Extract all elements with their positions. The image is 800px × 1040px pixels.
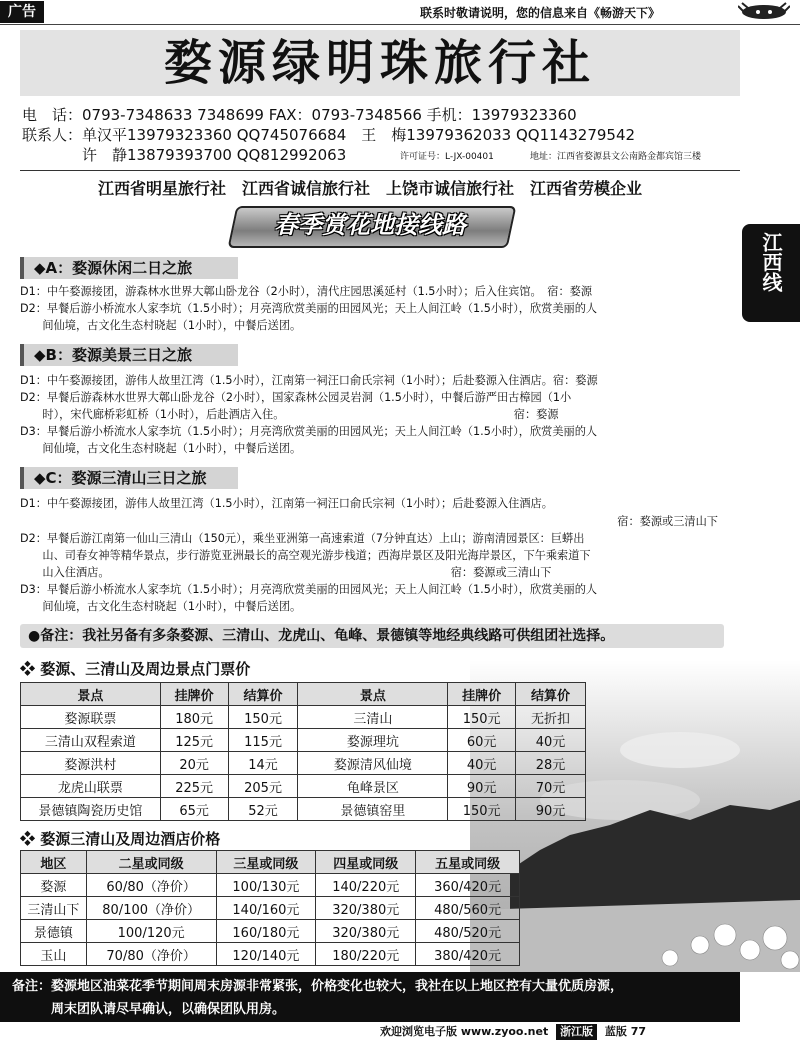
table-cell: 480/560元 xyxy=(416,897,520,920)
footer-note-line: 周末团队请尽早确认，以确保团队用房。 xyxy=(12,1002,286,1017)
table-cell: 无折扣 xyxy=(516,706,586,729)
side-tab-label: 江西线 xyxy=(759,232,783,292)
table-row xyxy=(21,706,586,729)
table-cell: 480/520元 xyxy=(416,920,520,943)
route-a-line: D2：早餐后游小桥流水人家李坑（1.5小时）；月亮湾欣赏美丽的田园风光；天上人间江岭（1.5小时），欣赏美丽的人 xyxy=(20,302,598,315)
address: 地址：江西省婺源县文公南路金都宾馆三楼 xyxy=(530,152,702,162)
license-number: 许可证号：L-JX-00401 xyxy=(400,152,494,162)
table-cell: 320/380元 xyxy=(316,897,416,920)
footer-note xyxy=(0,972,740,1022)
table-row xyxy=(21,943,520,966)
table-row xyxy=(21,897,520,920)
table-cell: 150元 xyxy=(228,706,298,729)
bullet-icon: ❖ xyxy=(20,660,41,678)
table-cell: 40元 xyxy=(516,729,586,752)
table-cell: 三清山下 xyxy=(21,897,87,920)
routes-note: ●备注：我社另备有多条婺源、三清山、龙虎山、龟峰、景德镇等地经典线路可供组团社选择。 xyxy=(20,624,724,648)
page-footer xyxy=(380,1024,646,1040)
hotels-title: 婺源三清山及周边酒店价格 xyxy=(40,830,221,848)
route-c-line: 山入住酒店。 宿：婺源或三清山下 xyxy=(20,566,552,579)
table-row xyxy=(21,874,520,897)
column-header: 景点 xyxy=(21,683,161,706)
route-c-line: 山、司春女神等精华景点，步行游览亚洲最长的高空观光游步栈道；西海岸景区及阳光海岸景区，下午乘索道下 xyxy=(20,549,591,562)
table-cell: 100/120元 xyxy=(86,920,216,943)
ad-label: 广告 xyxy=(0,1,44,23)
column-header: 景点 xyxy=(298,683,448,706)
table-cell: 龟峰景区 xyxy=(298,775,448,798)
route-b-line: D2：早餐后游森林水世界大鄣山卧龙谷（2小时），国家森林公园灵岩洞（1.5小时），中餐后游严田古樟园（1小 xyxy=(20,391,572,404)
table-cell: 14元 xyxy=(228,752,298,775)
column-header: 三星或同级 xyxy=(216,851,316,874)
table-cell: 三清山双程索道 xyxy=(21,729,161,752)
table-cell: 160/180元 xyxy=(216,920,316,943)
column-header: 结算价 xyxy=(516,683,586,706)
table-cell: 60元 xyxy=(448,729,516,752)
table-cell: 70/80（净价） xyxy=(86,943,216,966)
table-cell: 225元 xyxy=(160,775,228,798)
table-cell: 90元 xyxy=(448,775,516,798)
table-cell: 180元 xyxy=(160,706,228,729)
route-c-title: ◆C：婺源三清山三日之旅 xyxy=(20,467,238,489)
contact-phone-line: 电 话：0793-7348633 7348699 FAX：0793-7348566 手机：13979323360 xyxy=(22,106,577,124)
table-row xyxy=(21,752,586,775)
header-divider xyxy=(20,170,740,171)
table-cell: 婺源 xyxy=(21,874,87,897)
column-header: 结算价 xyxy=(228,683,298,706)
route-b-line: 时），宋代廊桥彩虹桥（1小时），后赴酒店入住。 宿：婺源 xyxy=(20,408,559,421)
table-cell: 20元 xyxy=(160,752,228,775)
table-cell: 140/160元 xyxy=(216,897,316,920)
route-c-line: D3：早餐后游小桥流水人家李坑（1.5小时）；月亮湾欣赏美丽的田园风光；天上人间江岭（1.5小时），欣赏美丽的人 xyxy=(20,583,598,596)
table-cell: 28元 xyxy=(516,752,586,775)
table-cell: 115元 xyxy=(228,729,298,752)
top-bar xyxy=(0,0,800,25)
table-cell: 70元 xyxy=(516,775,586,798)
table-cell: 90元 xyxy=(516,798,586,821)
bullet-icon: ❖ xyxy=(20,830,41,848)
column-header: 五星或同级 xyxy=(416,851,520,874)
route-b-line: D1：中午婺源接团，游伟人故里江湾（1.5小时），江南第一祠汪口俞氏宗祠（1小时）；后赴婺源入住酒店。宿：婺源 xyxy=(20,374,598,387)
table-cell: 景德镇 xyxy=(21,920,87,943)
agency-name: 婺源绿明珠旅行社 xyxy=(163,35,596,91)
table-cell: 150元 xyxy=(448,706,516,729)
column-header: 四星或同级 xyxy=(316,851,416,874)
table-cell: 80/100（净价） xyxy=(86,897,216,920)
website-link[interactable]: 欢迎浏览电子版 www.zyoo.net xyxy=(380,1025,549,1038)
table-cell: 150元 xyxy=(448,798,516,821)
tickets-title: 婺源、三清山及周边景点门票价 xyxy=(40,660,251,678)
table-cell: 100/130元 xyxy=(216,874,316,897)
route-c-line: D1：中午婺源接团，游伟人故里江湾（1.5小时），江南第一祠汪口俞氏宗祠（1小时）；后赴婺源入住酒店。 xyxy=(20,497,553,510)
table-cell: 320/380元 xyxy=(316,920,416,943)
tickets-title-row xyxy=(20,658,250,679)
table-header-row xyxy=(21,683,586,706)
footer-note-line: 备注：婺源地区油菜花季节期间周末房源非常紧张，价格变化也较大，我社在以上地区控有大量优质房源， xyxy=(12,979,624,994)
page-number: 77 xyxy=(630,1025,647,1038)
spring-route-banner: 春季赏花地接线路 xyxy=(274,211,466,239)
table-cell: 65元 xyxy=(160,798,228,821)
route-b-title: ◆B：婺源美景三日之旅 xyxy=(20,344,238,366)
column-header: 二星或同级 xyxy=(86,851,216,874)
table-header-row xyxy=(21,851,520,874)
table-cell: 40元 xyxy=(448,752,516,775)
table-cell: 婺源联票 xyxy=(21,706,161,729)
table-row xyxy=(21,729,586,752)
edition-badge: 浙江版 xyxy=(556,1024,597,1040)
route-c-line: 宿：婺源或三清山下 xyxy=(617,515,718,528)
column-header: 挂牌价 xyxy=(160,683,228,706)
table-cell: 140/220元 xyxy=(316,874,416,897)
magazine-logo-icon xyxy=(738,2,790,22)
table-cell: 三清山 xyxy=(298,706,448,729)
route-b-line: 间仙境，古文化生态村晓起（1小时），中餐后送团。 xyxy=(20,442,302,455)
column-header: 地区 xyxy=(21,851,87,874)
table-cell: 婺源洪村 xyxy=(21,752,161,775)
table-cell: 景德镇窑里 xyxy=(298,798,448,821)
route-a-line: D1：中午婺源接团，游森林水世界大鄣山卧龙谷（2小时），清代庄园思溪延村（1.5小时）；后入住宾馆。 宿：婺源 xyxy=(20,285,593,298)
table-cell: 婺源理坑 xyxy=(298,729,448,752)
table-cell: 120/140元 xyxy=(216,943,316,966)
table-cell: 婺源清风仙境 xyxy=(298,752,448,775)
table-row xyxy=(21,775,586,798)
contact-persons-line: 联系人：单汉平13979323360 QQ745076684 王 梅13979362033 QQ1143279542 xyxy=(22,126,636,144)
route-b-line: D3：早餐后游小桥流水人家李坑（1.5小时）；月亮湾欣赏美丽的田园风光；天上人间江岭（1.5小时），欣赏美丽的人 xyxy=(20,425,598,438)
table-cell: 龙虎山联票 xyxy=(21,775,161,798)
hotels-title-row xyxy=(20,828,220,849)
table-cell: 380/420元 xyxy=(416,943,520,966)
table-row xyxy=(21,798,586,821)
table-cell: 玉山 xyxy=(21,943,87,966)
version-label: 蓝版 xyxy=(604,1025,627,1038)
table-cell: 180/220元 xyxy=(316,943,416,966)
route-a-title: ◆A：婺源休闲二日之旅 xyxy=(20,257,238,279)
ticket-price-table xyxy=(20,682,586,821)
route-c-line: 间仙境，古文化生态村晓起（1小时），中餐后送团。 xyxy=(20,600,302,613)
source-notice: 联系时敬请说明，您的信息来自《畅游天下》 xyxy=(420,6,661,20)
partner-agencies: 江西省明星旅行社 江西省诚信旅行社 上饶市诚信旅行社 江西省劳模企业 xyxy=(97,179,642,198)
table-cell: 125元 xyxy=(160,729,228,752)
contact-persons-line-2: 许 静13879393700 QQ812992063 xyxy=(22,146,347,164)
table-cell: 205元 xyxy=(228,775,298,798)
column-header: 挂牌价 xyxy=(448,683,516,706)
table-row xyxy=(21,920,520,943)
table-cell: 360/420元 xyxy=(416,874,520,897)
table-cell: 52元 xyxy=(228,798,298,821)
hotel-price-table xyxy=(20,850,520,966)
route-c-line: D2：早餐后游江南第一仙山三清山（150元），乘坐亚洲第一高速索道（7分钟直达）上山；游南清园景区：巨蟒出 xyxy=(20,532,585,545)
table-cell: 60/80（净价） xyxy=(86,874,216,897)
table-cell: 景德镇陶瓷历史馆 xyxy=(21,798,161,821)
route-a-line: 间仙境，古文化生态村晓起（1小时），中餐后送团。 xyxy=(20,319,302,332)
